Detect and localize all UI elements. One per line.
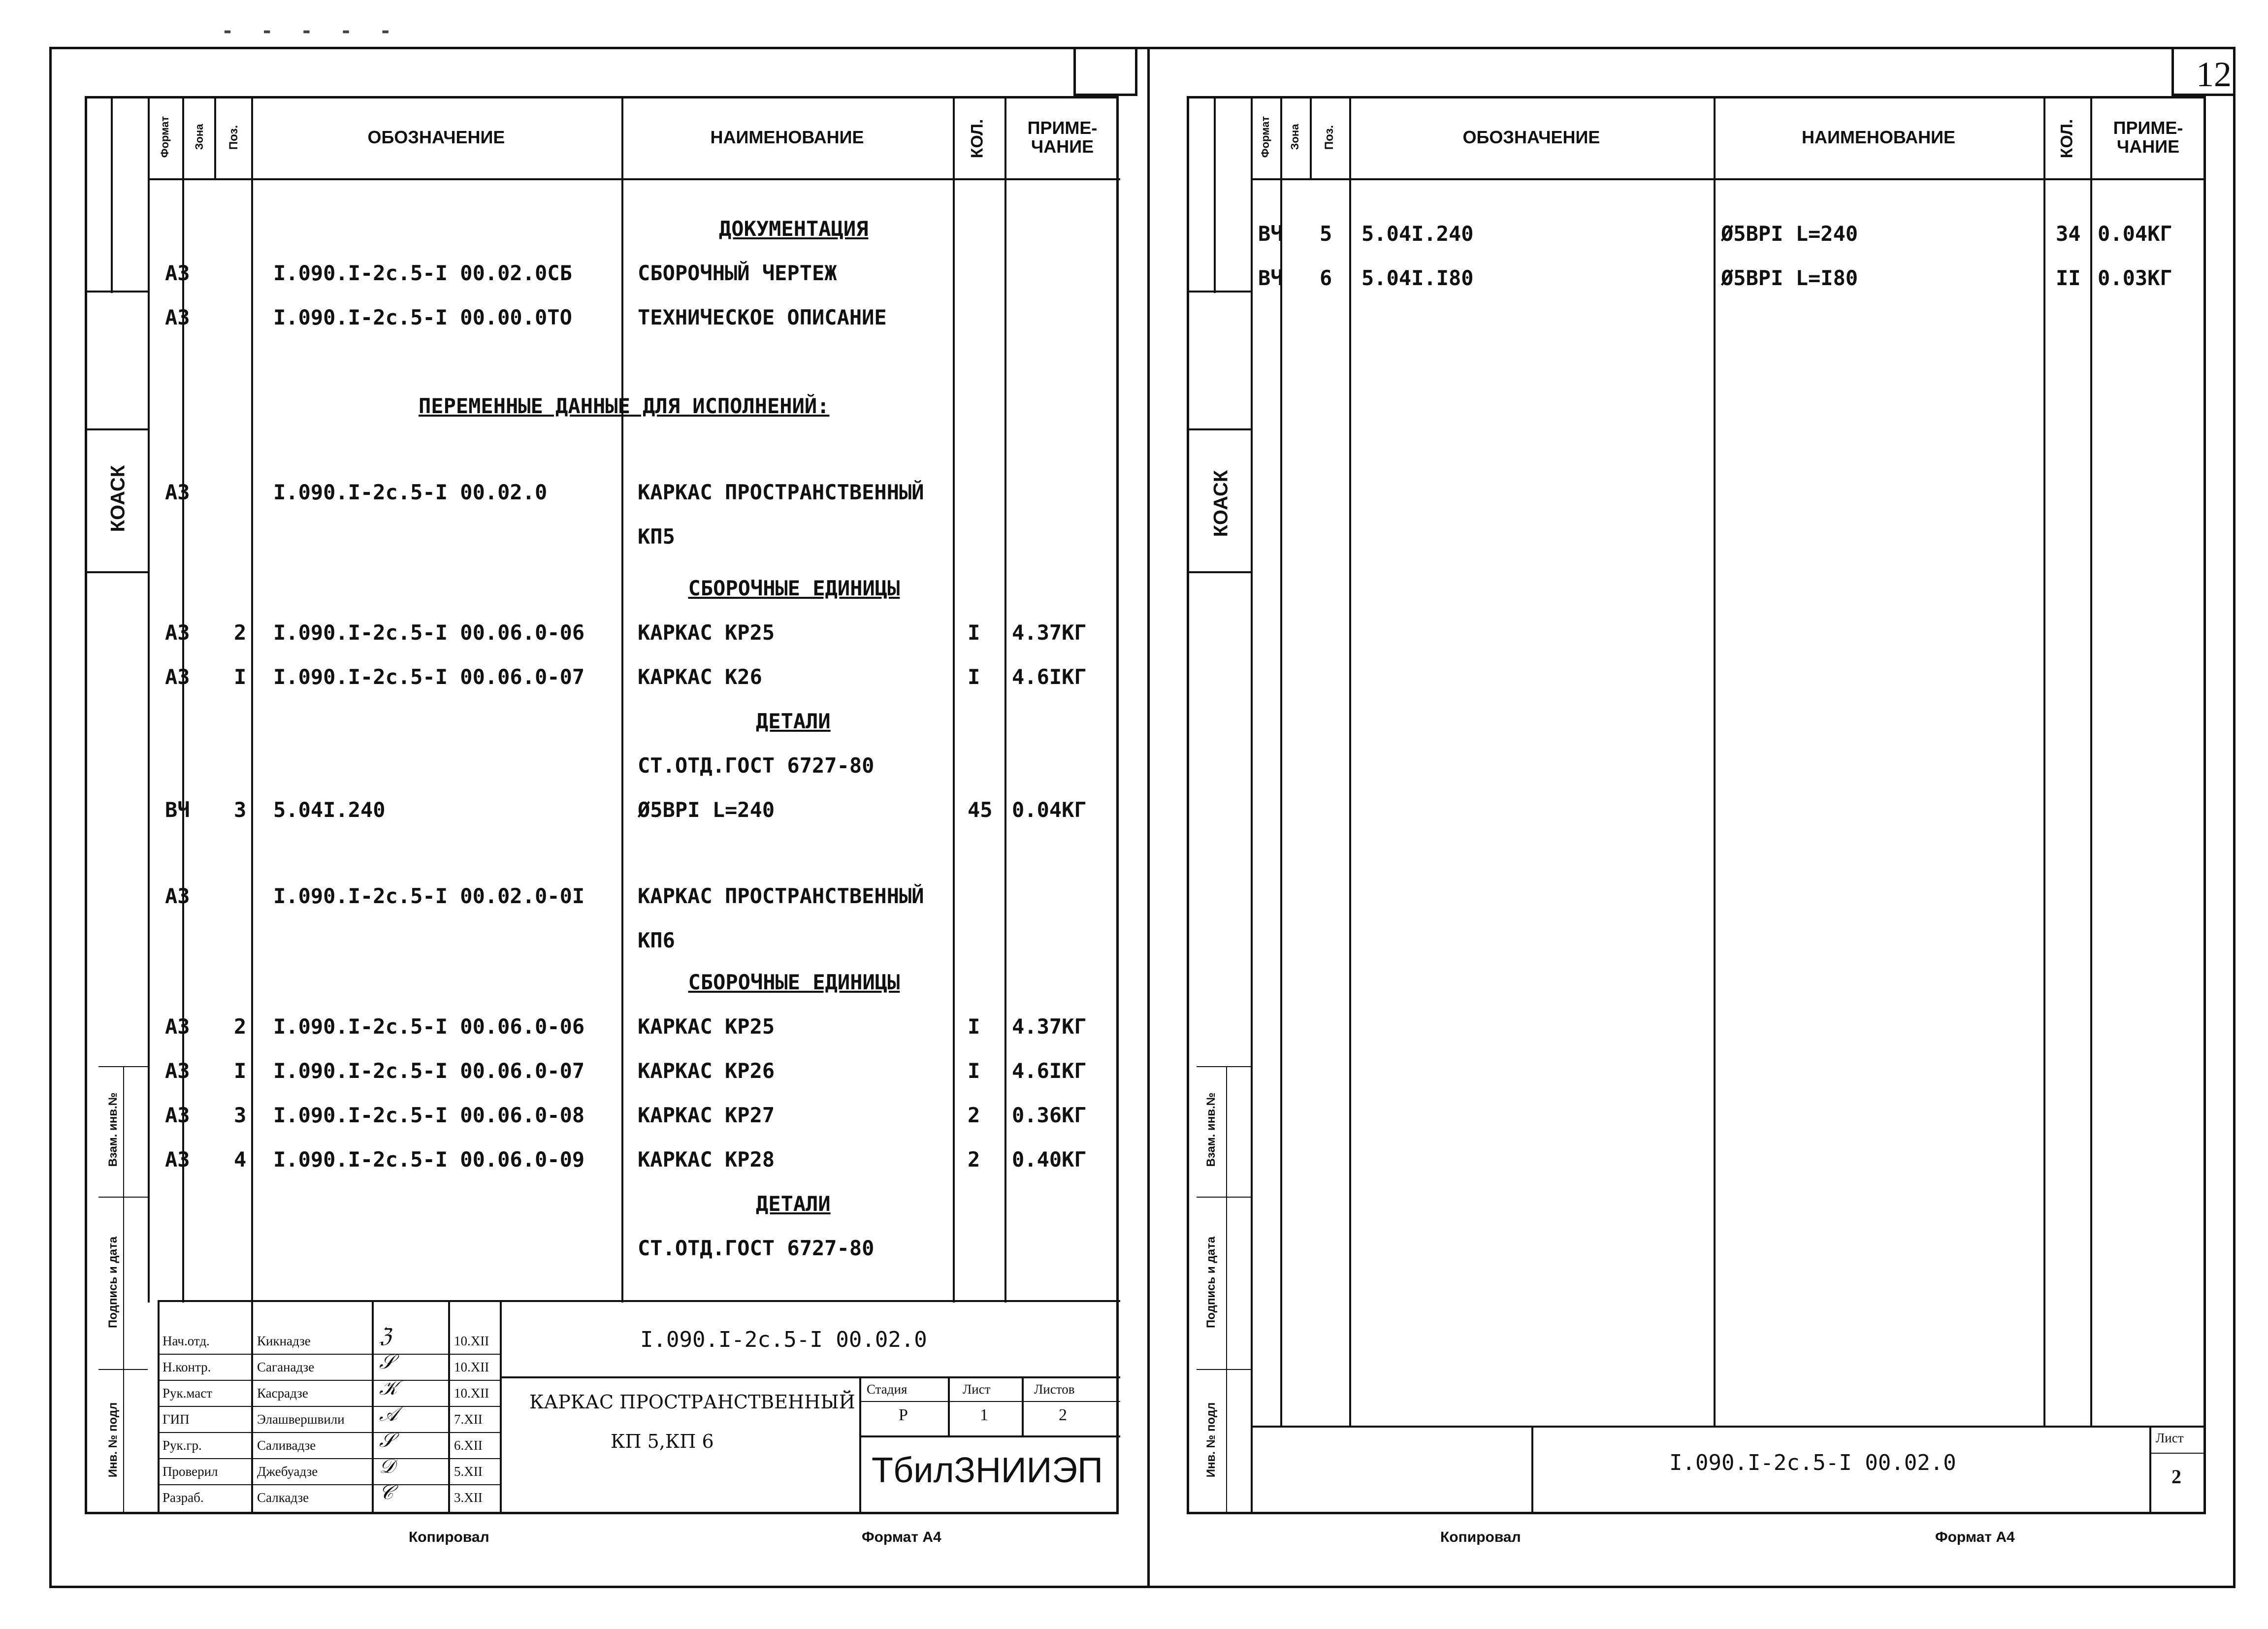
row-format: А3 [165,884,190,908]
row-note: 0.40КГ [1012,1147,1087,1172]
header-zone: Зона [193,124,205,150]
row-format: А3 [165,620,190,645]
row-quantity: I [968,620,980,645]
row-note: 0.36КГ [1012,1103,1087,1127]
row-name: КАРКАС КР25 [638,620,775,645]
header-format: Формат [159,116,171,158]
row-name: СБОРОЧНЫЙ ЧЕРТЕЖ [638,261,837,285]
row-position: 5 [1320,222,1332,246]
row-quantity: I [968,1059,980,1083]
tb-sheet-label: Лист [963,1382,991,1397]
row-quantity: I [968,665,980,689]
tb-role: Нач.отд. [162,1334,210,1348]
row-note: 0.04КГ [1012,798,1087,822]
tb-stage: Р [899,1406,908,1424]
tb-stage-label: Стадия [867,1382,907,1397]
header-note: ПРИМЕ- ЧАНИЕ [1027,117,1098,157]
row-note: 4.6IКГ [1012,1059,1087,1083]
row-name: ДЕТАЛИ [756,709,831,733]
row-format: А3 [165,665,190,689]
row-designation: I.090.I-2с.5-I 00.02.0-0I [273,884,585,908]
header-format-r: Формат [1259,116,1271,158]
tb-title-line1: КАРКАС ПРОСТРАНСТВЕННЫЙ [529,1391,855,1413]
row-quantity: 34 [2056,222,2081,246]
tb-person-name: Салкадзе [257,1490,309,1505]
row-designation: I.090.I-2с.5-I 00.02.0СБ [273,261,572,285]
tb-date: 6.XII [454,1438,483,1453]
right-sheet-label: Лист [2156,1431,2184,1445]
side-label-right: КОАСК [1210,470,1232,537]
tb-signature: 𝒜 [379,1403,398,1426]
right-sheet-number: 2 [2171,1466,2181,1488]
page-number: 12 [2196,55,2232,94]
row-name: СТ.ОТД.ГОСТ 6727-80 [638,753,875,778]
row-format: А3 [165,1059,190,1083]
header-designation-r: ОБОЗНАЧЕНИЕ [1462,127,1600,147]
header-note-r: ПРИМЕ- ЧАНИЕ [2113,117,2183,157]
tb-role: Рук.маст [162,1386,213,1401]
tb-person-name: Касрадзе [257,1386,308,1401]
tb-role: Н.контр. [162,1360,211,1374]
row-name: КАРКАС КР27 [638,1103,775,1127]
tb-date: 10.XII [454,1360,489,1374]
header-qty-r: КОЛ. [2057,119,2076,159]
row-designation: I.090.I-2с.5-I 00.06.0-09 [273,1147,585,1172]
row-format: ВЧ [165,798,190,822]
tb-date: 10.XII [454,1334,489,1348]
footer-format: Формат А4 [862,1529,941,1545]
tb-date: 10.XII [454,1386,489,1401]
footer-copied-r: Копировал [1440,1529,1521,1545]
row-designation: I.090.I-2с.5-I 00.06.0-07 [273,665,585,689]
header-name-r: НАИМЕНОВАНИЕ [1802,127,1955,147]
tb-sheets: 2 [1059,1406,1067,1424]
row-name: Ø5ВРI L=240 [1721,222,1858,246]
row-position: I [234,665,247,689]
row-format: А3 [165,305,190,329]
row-designation: I.090.I-2с.5-I 00.06.0-06 [273,1014,585,1039]
row-name: КАРКАС ПРОСТРАНСТВЕННЫЙ [638,884,924,908]
tb-person-name: Саганадзе [257,1360,315,1374]
stamp-vzam: Взам. инв.№ [106,1092,120,1167]
row-designation: I.090.I-2с.5-I 00.00.0ТО [273,305,572,329]
stamp-inv: Инв. № подл [106,1402,120,1478]
header-qty: КОЛ. [968,119,987,159]
row-quantity: 2 [968,1103,980,1127]
row-name: КАРКАС К26 [638,665,762,689]
tb-organization: ТбилЗНИИЭП [872,1451,1103,1490]
tb-person-name: Элашвершвили [257,1412,345,1427]
row-name: КАРКАС КР25 [638,1014,775,1039]
row-quantity: II [2056,266,2081,290]
top-mark: - - - - - [222,20,399,42]
row-format: А3 [165,1103,190,1127]
tb-signature: 𝒟 [379,1455,395,1478]
row-designation: 5.04I.240 [273,798,386,822]
row-format: А3 [165,480,190,504]
tb-role: ГИП [162,1412,190,1427]
row-quantity: 2 [968,1147,980,1172]
row-note: 0.04КГ [2098,222,2172,246]
tb-signature: 𝒦 [379,1377,398,1400]
tb-person-name: Саливадзе [257,1438,316,1453]
tb-person-name: Джебуадзе [257,1464,318,1479]
row-name: Ø5ВРI L=240 [638,798,775,822]
footer-format-r: Формат А4 [1935,1529,2015,1545]
row-name: ДЕТАЛИ [756,1192,831,1216]
row-designation: I.090.I-2с.5-I 00.06.0-06 [273,620,585,645]
tb-person-name: Кикнадзе [257,1334,311,1348]
row-format: А3 [165,1147,190,1172]
row-position: 2 [234,620,247,645]
row-position: 3 [234,798,247,822]
header-pos-r: Поз. [1323,125,1336,150]
stamp-inv-r: Инв. № подл [1204,1402,1218,1478]
tb-signature: ℨ [379,1325,391,1347]
row-name: ДОКУМЕНТАЦИЯ [719,217,869,241]
row-designation: 5.04I.I80 [1361,266,1474,290]
row-name: СБОРОЧНЫЕ ЕДИНИЦЫ [688,970,900,994]
header-pos: Поз. [227,125,240,150]
stamp-signature: Подпись и дата [106,1237,120,1328]
tb-signature: 𝒮 [379,1429,394,1452]
row-position: 2 [234,1014,247,1039]
tb-role: Проверил [162,1464,218,1479]
right-doc-code: I.090.I-2с.5-I 00.02.0 [1669,1450,1956,1475]
row-position: I [234,1059,247,1083]
tb-date: 3.XII [454,1490,483,1505]
row-note: 0.03КГ [2098,266,2172,290]
row-designation: I.090.I-2с.5-I 00.06.0-07 [273,1059,585,1083]
row-name: ТЕХНИЧЕСКОЕ ОПИСАНИЕ [638,305,887,329]
row-name: КАРКАС КР26 [638,1059,775,1083]
header-zone-r: Зона [1289,124,1301,150]
row-designation: I.090.I-2с.5-I 00.06.0-08 [273,1103,585,1127]
row-format: А3 [165,1014,190,1039]
row-name: КП5 [638,524,675,549]
tb-date: 7.XII [454,1412,483,1427]
row-note: 4.6IКГ [1012,665,1087,689]
row-note: 4.37КГ [1012,620,1087,645]
tb-doc-code: I.090.I-2с.5-I 00.02.0 [640,1327,927,1352]
row-name: КАРКАС КР28 [638,1147,775,1172]
side-label: КОАСК [107,465,129,532]
row-position: 4 [234,1147,247,1172]
stamp-signature-r: Подпись и дата [1204,1237,1218,1328]
row-format: ВЧ [1258,266,1283,290]
row-name: ПЕРЕМЕННЫЕ ДАННЫЕ ДЛЯ ИСПОЛНЕНИЙ: [419,394,830,418]
tb-role: Разраб. [162,1490,204,1505]
row-note: 4.37КГ [1012,1014,1087,1039]
row-name: СТ.ОТД.ГОСТ 6727-80 [638,1236,875,1260]
row-name: СБОРОЧНЫЕ ЕДИНИЦЫ [688,576,900,600]
right-sheet-inner-frame [1187,96,2206,1514]
tb-date: 5.XII [454,1464,483,1479]
tb-role: Рук.гр. [162,1438,202,1453]
row-designation: I.090.I-2с.5-I 00.02.0 [273,480,548,504]
header-name: НАИМЕНОВАНИЕ [710,127,864,147]
tb-sheets-label: Листов [1034,1382,1075,1397]
stamp-vzam-r: Взам. инв.№ [1204,1092,1218,1167]
row-position: 3 [234,1103,247,1127]
row-designation: 5.04I.240 [1361,222,1474,246]
row-name: КП6 [638,928,675,952]
row-quantity: 45 [968,798,993,822]
footer-copied: Копировал [409,1529,489,1545]
row-name: Ø5ВРI L=I80 [1721,266,1858,290]
tb-title-line2: КП 5,КП 6 [611,1431,714,1452]
header-designation: ОБОЗНАЧЕНИЕ [367,127,505,147]
tb-signature: 𝒞 [379,1481,394,1504]
row-quantity: I [968,1014,980,1039]
tb-signature: 𝒮 [379,1351,394,1373]
row-format: ВЧ [1258,222,1283,246]
row-name: КАРКАС ПРОСТРАНСТВЕННЫЙ [638,480,924,504]
tb-sheet: 1 [980,1406,988,1424]
row-format: А3 [165,261,190,285]
row-position: 6 [1320,266,1332,290]
